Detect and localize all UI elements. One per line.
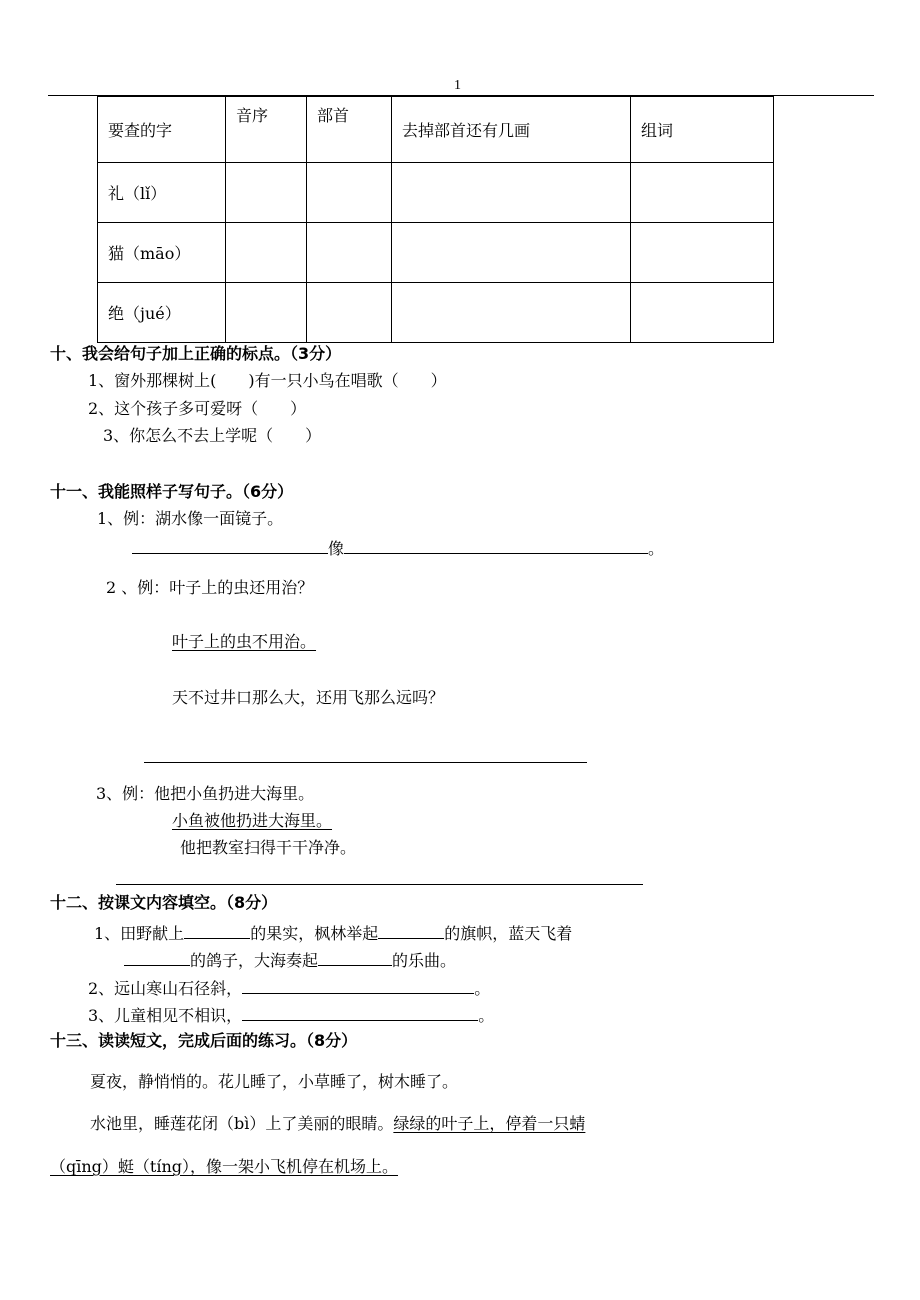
table-header-row bbox=[98, 97, 774, 163]
blank-line[interactable] bbox=[378, 921, 444, 939]
answer-cell[interactable] bbox=[631, 163, 774, 223]
sec10-question-2[interactable]: 2、这个孩子多可爱呀（ ） bbox=[88, 399, 307, 418]
q1-middle-word: 像 bbox=[328, 539, 345, 558]
answer-cell[interactable] bbox=[392, 223, 631, 283]
header-cell: 部首 bbox=[307, 97, 392, 163]
sec11-q3-answer-line[interactable] bbox=[116, 884, 643, 885]
underlined-sentence: 绿绿的叶子上，停着一只蜻 bbox=[393, 1114, 586, 1133]
char-cell: 猫（māo） bbox=[98, 223, 226, 283]
answer-cell[interactable] bbox=[631, 223, 774, 283]
sec11-q3-example: 3、例：他把小鱼扔进大海里。 bbox=[96, 784, 315, 803]
sec11-q3-task: 他把教室扫得干干净净。 bbox=[180, 838, 357, 857]
header-cell: 要查的字 bbox=[98, 97, 226, 163]
underlined-sentence-cont: （qīng）蜓（tíng），像一架小飞机停在机场上。 bbox=[50, 1157, 399, 1176]
answer-cell[interactable] bbox=[226, 163, 307, 223]
char-cell: 礼（lǐ） bbox=[98, 163, 226, 223]
answer-cell[interactable] bbox=[226, 283, 307, 343]
blank-line[interactable] bbox=[124, 948, 190, 966]
passage-paragraph-1: 夏夜，静悄悄的。花儿睡了，小草睡了，树木睡了。 bbox=[90, 1072, 459, 1091]
q1-text: 的乐曲。 bbox=[392, 951, 457, 970]
sec11-q3-sample-answer: 小鱼被他扔进大海里。 bbox=[172, 811, 333, 830]
sec10-question-1[interactable]: 1、窗外那棵树上( )有一只小鸟在唱歌（ ） bbox=[88, 371, 447, 390]
q1-text: 的旗帜，蓝天飞着 bbox=[444, 924, 573, 943]
sec10-question-3[interactable]: 3、你怎么不去上学呢（ ） bbox=[103, 426, 322, 445]
sec11-q2-answer-line[interactable] bbox=[144, 762, 587, 763]
q1-text: 的鸽子，大海奏起 bbox=[190, 951, 319, 970]
blank-line[interactable] bbox=[242, 976, 474, 994]
page-number: 1 bbox=[454, 78, 461, 93]
section-10-title: 十、我会给句子加上正确的标点。（3分） bbox=[50, 344, 342, 363]
dictionary-lookup-table bbox=[97, 96, 774, 343]
sec11-q1-example: 1、例：湖水像一面镜子。 bbox=[97, 509, 284, 528]
q1-text: 1、田野献上 bbox=[94, 924, 185, 943]
answer-cell[interactable] bbox=[631, 283, 774, 343]
answer-cell[interactable] bbox=[307, 223, 392, 283]
section-11-title: 十一、我能照样子写句子。（6分） bbox=[50, 482, 294, 501]
sec12-q2 bbox=[88, 976, 490, 999]
char-cell: 绝（jué） bbox=[98, 283, 226, 343]
blank-line[interactable] bbox=[344, 536, 648, 554]
answer-cell[interactable] bbox=[307, 163, 392, 223]
table-row bbox=[98, 163, 774, 223]
blank-line[interactable] bbox=[184, 921, 250, 939]
sec11-q1-answer-line[interactable] bbox=[132, 536, 664, 559]
q3-text: 3、儿童相见不相识， bbox=[88, 1006, 243, 1025]
passage-paragraph-2 bbox=[90, 1114, 585, 1134]
blank-line[interactable] bbox=[318, 948, 392, 966]
q2-end: 。 bbox=[474, 979, 491, 998]
table-row bbox=[98, 283, 774, 343]
blank-line[interactable] bbox=[132, 536, 328, 554]
table-row bbox=[98, 223, 774, 283]
header-cell: 去掉部首还有几画 bbox=[392, 97, 631, 163]
q3-end: 。 bbox=[478, 1006, 495, 1025]
sec12-q1-line1 bbox=[94, 921, 572, 944]
answer-cell[interactable] bbox=[392, 163, 631, 223]
sec11-q2-task: 天不过井口那么大，还用飞那么远吗？ bbox=[172, 688, 445, 707]
answer-cell[interactable] bbox=[392, 283, 631, 343]
blank-line[interactable] bbox=[242, 1003, 478, 1021]
section-12-title: 十二、按课文内容填空。（8分） bbox=[50, 893, 278, 912]
sec12-q1-line2 bbox=[124, 948, 456, 971]
q1-end-punct: 。 bbox=[648, 539, 665, 558]
header-cell: 组词 bbox=[631, 97, 774, 163]
passage-text: 水池里，睡莲花闭（bì）上了美丽的眼睛。 bbox=[90, 1114, 394, 1133]
sec11-q2-example: 2 、例：叶子上的虫还用治？ bbox=[106, 578, 314, 597]
sec11-q2-sample-answer: 叶子上的虫不用治。 bbox=[172, 632, 317, 651]
sec12-q3 bbox=[88, 1003, 494, 1026]
answer-cell[interactable] bbox=[226, 223, 307, 283]
section-13-title: 十三、读读短文，完成后面的练习。（8分） bbox=[50, 1031, 358, 1050]
answer-cell[interactable] bbox=[307, 283, 392, 343]
header-cell: 音序 bbox=[226, 97, 307, 163]
q1-text: 的果实，枫林举起 bbox=[250, 924, 379, 943]
q2-text: 2、远山寒山石径斜， bbox=[88, 979, 243, 998]
